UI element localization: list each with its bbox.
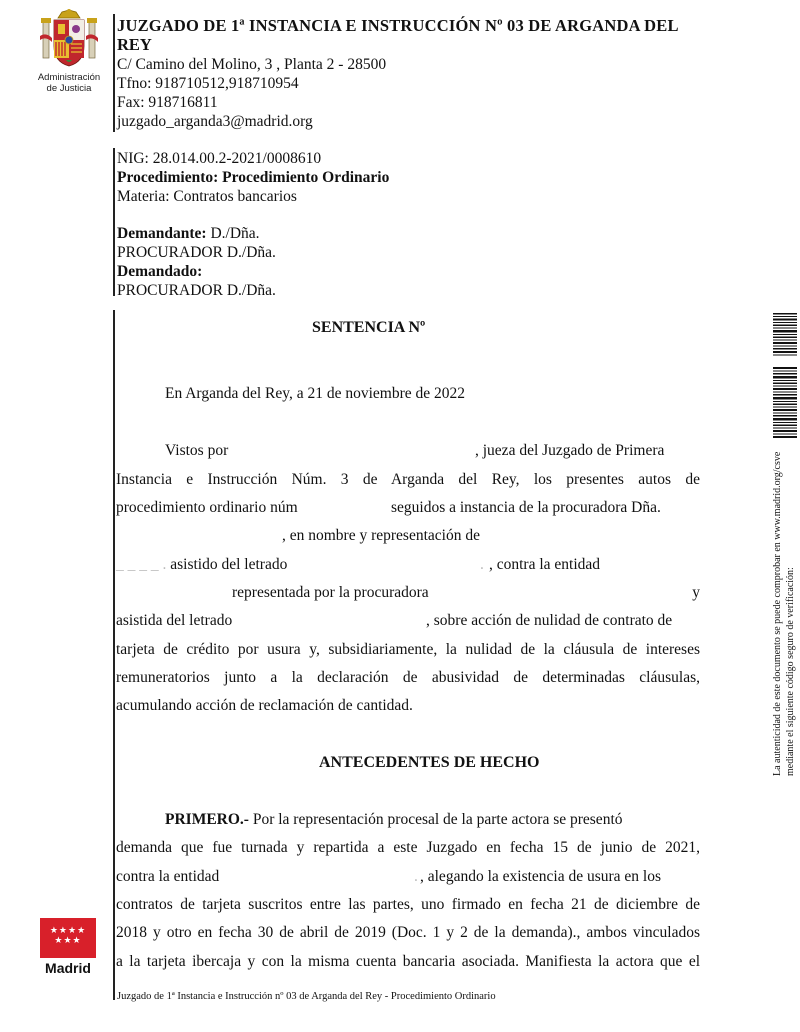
logo-caption: Administración de Justicia <box>37 72 101 94</box>
madrid-logo-text: Madrid <box>45 960 91 976</box>
header-rule <box>113 14 115 132</box>
barcode-top <box>773 312 797 358</box>
materia: Materia: Contratos bancarios <box>117 188 297 205</box>
barcode-bottom <box>773 366 797 440</box>
court-phone: Tfno: 918710512,918710954 <box>117 75 299 92</box>
para2-line-2: demanda que fue turnada y repartida a este Juzgado en fecha 15 de junio de 2021, <box>116 839 700 856</box>
para1-line-8: tarjeta de crédito por usura y, subsidiariamente, la nulidad de la cláusula de intereses <box>116 641 700 658</box>
redacted-mark: _ _ _ _ . <box>116 556 167 573</box>
nig-number: NIG: 28.014.00.2-2021/0008610 <box>117 150 322 167</box>
body-rule <box>113 310 115 1000</box>
para2-line-1: PRIMERO.- Por la representación procesal de la parte actora se presentó <box>165 811 623 828</box>
para1-line-2: Instancia e Instrucción Núm. 3 de Arganda del Rey, los presentes autos de <box>116 471 700 488</box>
madrid-flag <box>40 918 96 958</box>
date-line: En Arganda del Rey, a 21 de noviembre de 2022 <box>165 385 466 402</box>
footer-text: Juzgado de 1ª Instancia e Instrucción nº 03 de Arganda del Rey - Procedimiento Ordinario <box>117 991 496 1002</box>
para1-line-5: _ _ _ _ . asistido del letrado . , contra la entidad <box>116 556 601 573</box>
madrid-logo <box>40 918 96 978</box>
para1-line-7: asistida del letrado , sobre acción de nulidad de contrato de <box>116 612 673 629</box>
defendant-procurador: PROCURADOR D./Dña. <box>117 282 276 299</box>
para1-line-10: acumulando acción de reclamación de cantidad. <box>116 697 413 714</box>
court-title-line-1: JUZGADO DE 1ª INSTANCIA E INSTRUCCIÓN Nº 03 DE ARGANDA DEL <box>117 16 679 35</box>
sentencia-title: SENTENCIA Nº <box>312 319 426 336</box>
para2-line-3: contra la entidad . , alegando la existencia de usura en los <box>116 868 662 885</box>
plaintiff-line: Demandante: D./Dña. <box>117 225 260 242</box>
redacted-mark: . <box>480 556 484 573</box>
court-email: juzgado_arganda3@madrid.org <box>117 113 313 130</box>
star-icons: ★★★★ ★★★ <box>49 926 87 946</box>
para1-line-6: representada por la procuradora y <box>232 584 700 601</box>
court-fax: Fax: 918716811 <box>117 94 218 111</box>
case-rule <box>113 148 115 296</box>
verification-text-2: mediante el siguiente código seguro de verificación: <box>785 567 796 776</box>
court-address: C/ Camino del Molino, 3 , Planta 2 - 28500 <box>117 56 387 73</box>
para1-line-1: Vistos por , jueza del Juzgado de Primera <box>165 442 665 459</box>
court-title-line-2: REY <box>117 35 152 54</box>
defendant-label: Demandado: <box>117 263 203 280</box>
plaintiff-procurador: PROCURADOR D./Dña. <box>117 244 276 261</box>
para1-line-3: procedimiento ordinario núm seguidos a instancia de la procuradora Dña. <box>116 499 661 516</box>
verification-text-1: La autenticidad de este documento se puede comprobar en www.madrid.org/csve <box>772 451 783 776</box>
para1-line-4: , en nombre y representación de <box>282 527 480 544</box>
redacted-mark: . <box>414 868 418 885</box>
para2-line-4: contratos de tarjeta suscritos entre las partes, uno firmado en fecha 21 de diciembre de <box>116 896 700 913</box>
coat-of-arms-logo <box>36 8 102 72</box>
antecedentes-title: ANTECEDENTES DE HECHO <box>319 754 540 771</box>
para2-line-6: a la tarjeta ibercaja y con la misma cuenta bancaria asociada. Manifiesta la actora que el <box>116 953 700 970</box>
para2-line-5: 2018 y otro en fecha 30 de abril de 2019 (Doc. 1 y 2 de la demanda)., ambos vinculados <box>116 924 700 941</box>
procedure-line: Procedimiento: Procedimiento Ordinario <box>117 169 390 186</box>
para1-line-9: remuneratorios junto a la declaración de abusividad de determinadas cláusulas, <box>116 669 700 686</box>
